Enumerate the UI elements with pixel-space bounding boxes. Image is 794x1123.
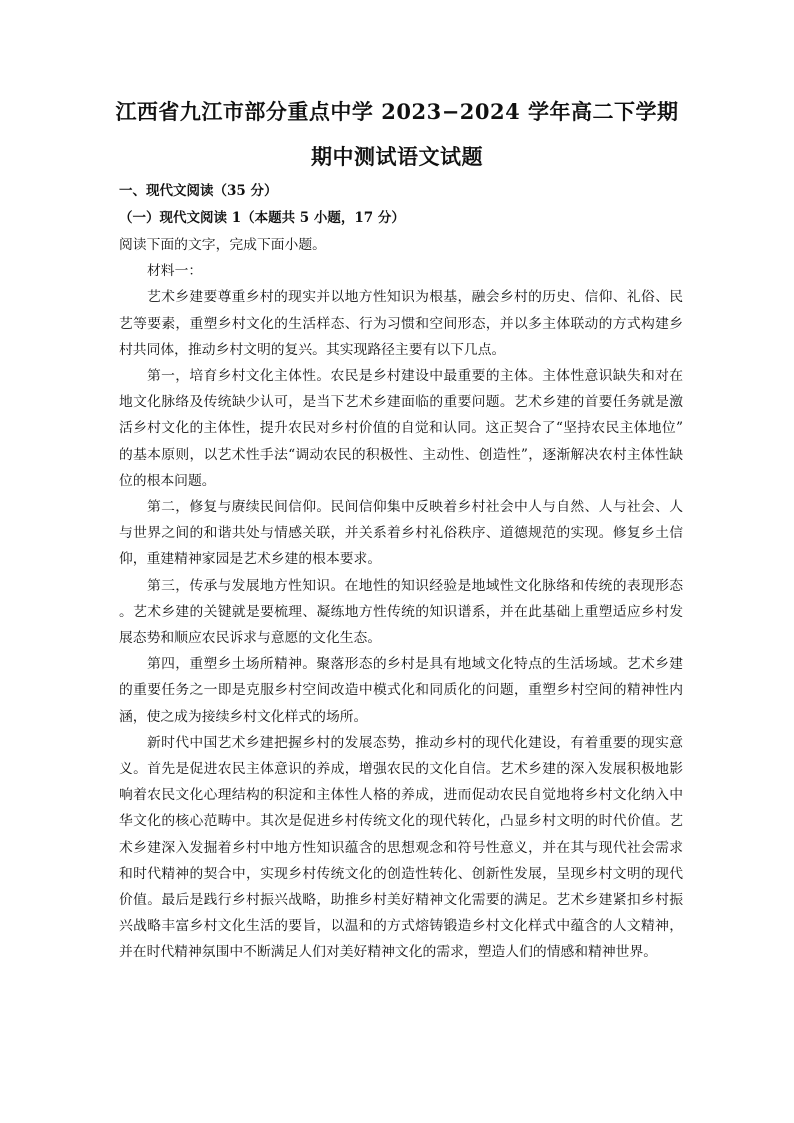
reading-passage — [119, 232, 683, 966]
section-heading: 一、现代文阅读（35 分） — [119, 183, 278, 199]
passage-paragraph-first: 第一，培育乡村文化主体性。农民是乡村建设中最重要的主体。主体性意识缺失和对在地文化脉络及传统缺少认可，是当下艺术乡建面临的重要问题。艺术乡建的首要任务就是激活乡村文化的主体性，提升农民对乡村价值的自觉和认同。这正契合了“坚持农民主体地位”的基本原则，以艺术性手法“调动农民的积极性、主动性、创造性”，逐渐解决农村主体性缺位的根本问题。 — [119, 368, 683, 489]
document-title-line-2: 期中测试语文试题 — [311, 144, 483, 169]
passage-paragraph-intro: 艺术乡建要尊重乡村的现实并以地方性知识为根基，融会乡村的历史、信仰、礼俗、民艺等要素，重塑乡村文化的生活样态、行为习惯和空间形态，并以多主体联动的方式构建乡村共同体，推动乡村文明的复兴。其实现路径主要有以下几点。 — [119, 289, 683, 358]
passage-paragraph-third: 第三，传承与发展地方性知识。在地性的知识经验是地域性文化脉络和传统的表现形态。艺术乡建的关键就是要梳理、凝练地方性传统的知识谱系，并在此基础上重塑适应乡村发展态势和顺应农民诉求与意愿的文化生态。 — [119, 577, 683, 647]
passage-paragraph-second: 第二，修复与赓续民间信仰。民间信仰集中反映着乡村社会中人与自然、人与社会、人与世界之间的和谐共处与情感关联，并关系着乡村礼俗秩序、道德规范的实现。修复乡土信仰，重建精神家园是艺术乡建的根本要求。 — [119, 499, 683, 568]
subsection-heading: （一）现代文阅读 1（本题共 5 小题，17 分） — [119, 210, 405, 226]
passage-paragraph-significance: 新时代中国艺术乡建把握乡村的发展态势，推动乡村的现代化建设，有着重要的现实意义。首先是促进农民主体意识的养成，增强农民的文化自信。艺术乡建的深入发展积极地影响着农民文化心理结构的积淀和主体性人格的养成，进而促动农民自觉地将乡村文化纳入中华文化的核心范畴中。其次是促进乡村传统文化的现代转化，凸显乡村文明的时代价值。艺术乡建深入发掘着乡村中地方性知识蕴含的思想观念和符号性意义，并在其与现代社会需求和时代精神的契合中，实现乡村传统文化的创造性转化、创新性发展，呈现乡村文明的现代价值。最后是践行乡村振兴战略，助推乡村美好精神文化需要的满足。艺术乡建紧扣乡村振兴战略丰富乡村文化生活的要旨，以温和的方式熔铸锻造乡村文化样式中蕴含的人文精神，并在时代精神氛围中不断满足人们对美好精神文化的需求，塑造人们的情感和精神世界。 — [119, 734, 683, 961]
passage-paragraph-fourth: 第四，重塑乡土场所精神。聚落形态的乡村是具有地域文化特点的生活场域。艺术乡建的重要任务之一即是克服乡村空间改造中模式化和同质化的问题，重塑乡村空间的精神性内涵，使之成为接续乡村文化样式的场所。 — [119, 656, 683, 725]
material-label: 材料一： — [147, 263, 203, 280]
instruction-text: 阅读下面的文字，完成下面小题。 — [119, 237, 326, 253]
document-title-line-1: 江西省九江市部分重点中学 2023−2024 学年高二下学期 — [115, 99, 679, 124]
